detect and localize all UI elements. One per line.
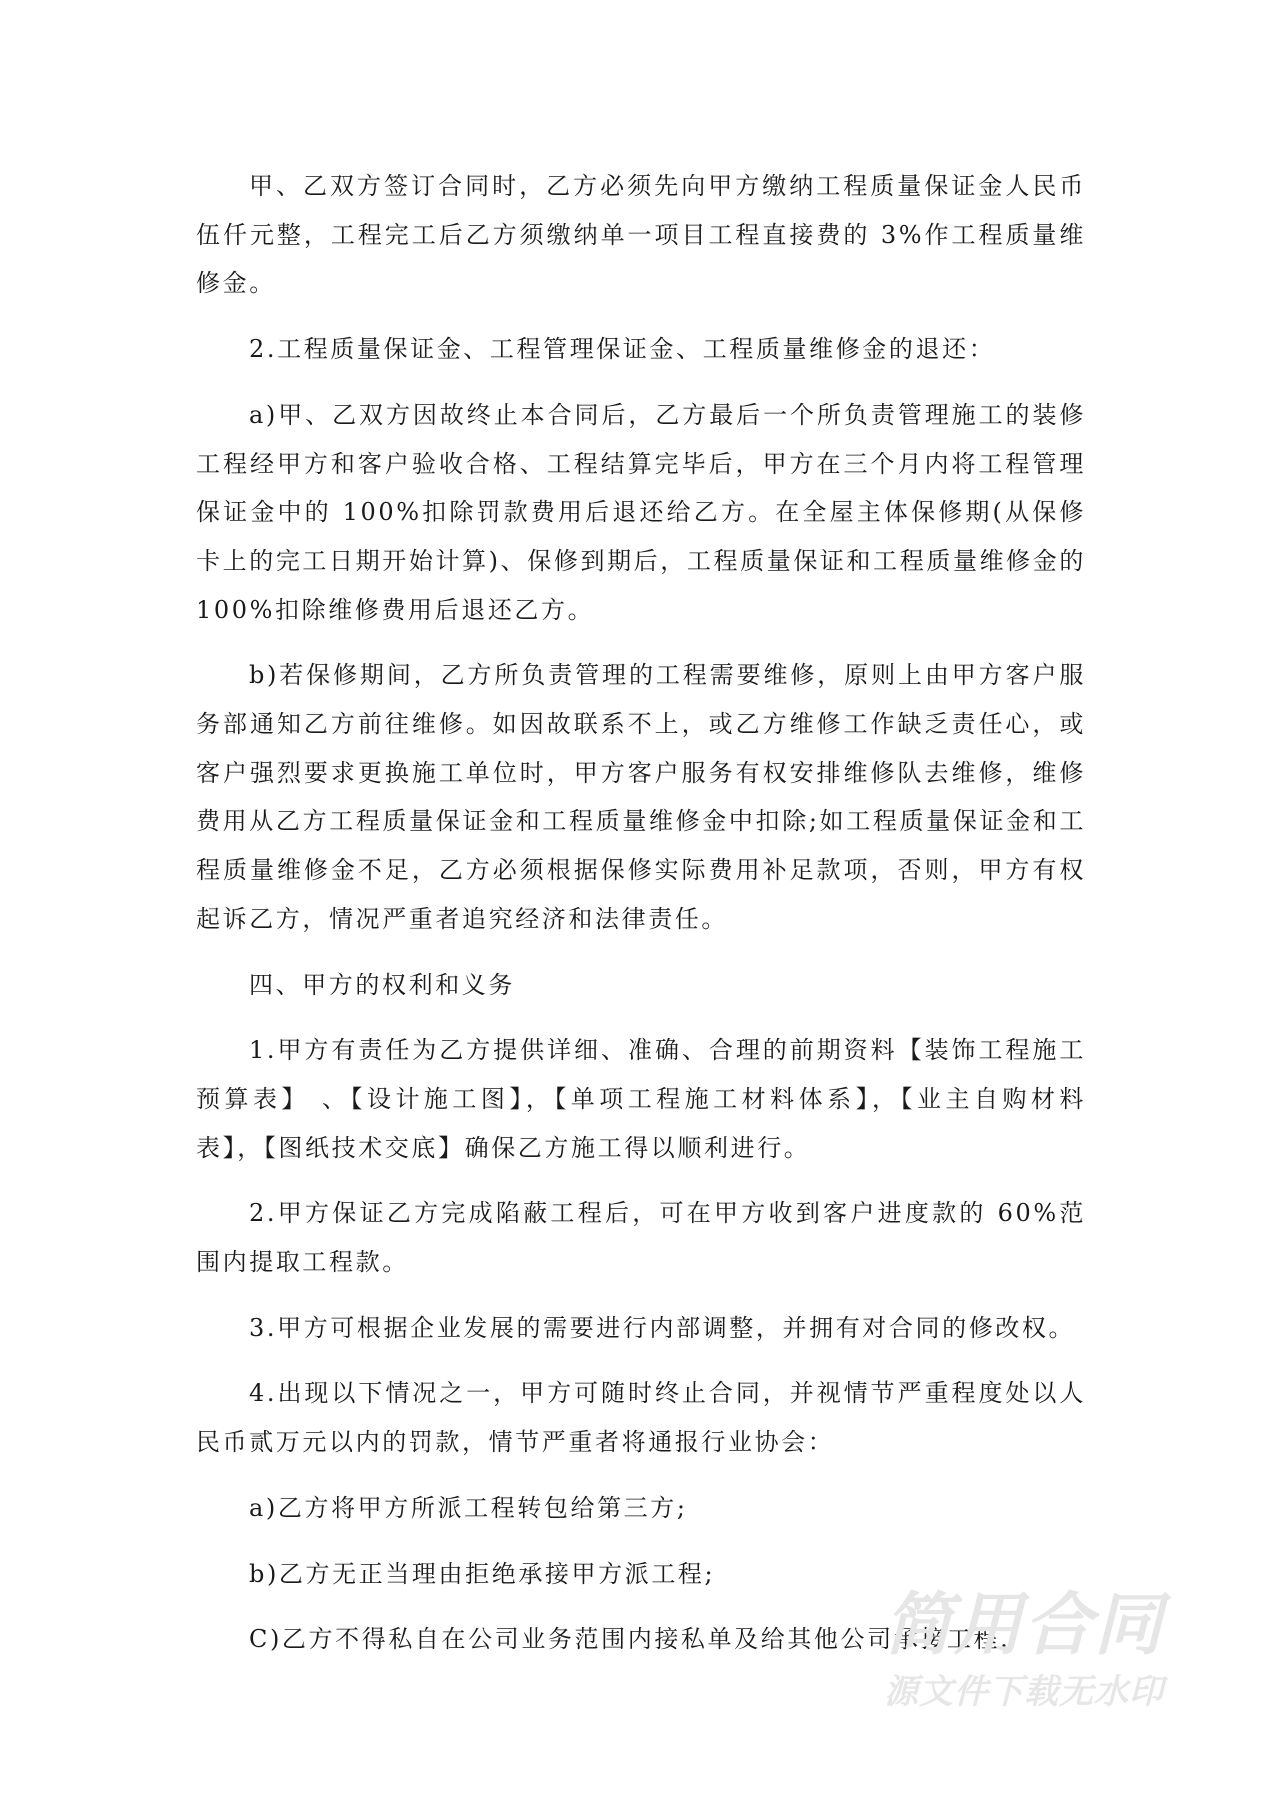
paragraph-party-a-duty-3: 3.甲方可根据企业发展的需要进行内部调整，并拥有对合同的修改权。 <box>249 1313 1076 1342</box>
paragraph-deposit-refund-heading: 2.工程质量保证金、工程管理保证金、工程质量维修金的退还： <box>249 335 996 364</box>
paragraph-party-a-duty-2: 2.甲方保证乙方完成陷蔽工程后，可在甲方收到客户进度款的 60%范围内提取工程款。 <box>196 1199 1086 1277</box>
paragraph-refund-clause-b: b)若保修期间，乙方所负责管理的工程需要维修，原则上由甲方客户服务部通知乙方前往维修。如因故联系不上，或乙方维修工作缺乏责任心，或客户强烈要求更换施工单位时，甲方客户服务有权安排维修队去维修，维修费用从乙方工程质量保证金和工程质量维修金中扣除;如工程质量保证金和工程质量维修金不足，乙方必须根据保修实际费用补足款项，否则，甲方有权起诉乙方，情况严重者追究经济和法律责任。 <box>196 661 1086 933</box>
list-item-termination-b: b)乙方无正当理由拒绝承接甲方派工程; <box>249 1559 716 1588</box>
paragraph-party-a-duty-4: 4.出现以下情况之一，甲方可随时终止合同，并视情节严重程度处以人民币贰万元以内的罚款，情节严重者将通报行业协会： <box>196 1379 1086 1457</box>
paragraph-deposit-payment: 甲、乙双方签订合同时，乙方必须先向甲方缴纳工程质量保证金人民币伍仟元整，工程完工后乙方须缴纳单一项目工程直接费的 3%作工程质量维修金。 <box>196 172 1086 298</box>
section-heading-party-a-rights: 四、甲方的权利和义务 <box>249 970 515 999</box>
document-page <box>196 162 1086 1681</box>
paragraph-refund-clause-a: a)甲、乙双方因故终止本合同后，乙方最后一个所负责管理施工的装修工程经甲方和客户验收合格、工程结算完毕后，甲方在三个月内将工程管理保证金中的 100%扣除罚款费用后退还给乙方。在全屋主体保修期(从保修卡上的完工日期开始计算)、保修到期后，工程质量保证和工程质量维修金的 100%扣除维修费用后退还乙方。 <box>196 400 1086 624</box>
watermark-title: 简用合同 <box>884 1586 1165 1665</box>
list-item-termination-a: a)乙方将甲方所派工程转包给第三方; <box>249 1493 688 1522</box>
watermark-subtitle: 源文件下载无水印 <box>884 1672 1164 1712</box>
paragraph-party-a-duty-1: 1.甲方有责任为乙方提供详细、准确、合理的前期资料【装饰工程施工预算表】 、【设计施工图】，【单项工程施工材料体系】，【业主自购材料表】，【图纸技术交底】确保乙方施工得以顺利进行。 <box>196 1036 1086 1162</box>
list-item-termination-c: C)乙方不得私自在公司业务范围内接私单及给其他公司承接工程. <box>249 1625 1011 1654</box>
